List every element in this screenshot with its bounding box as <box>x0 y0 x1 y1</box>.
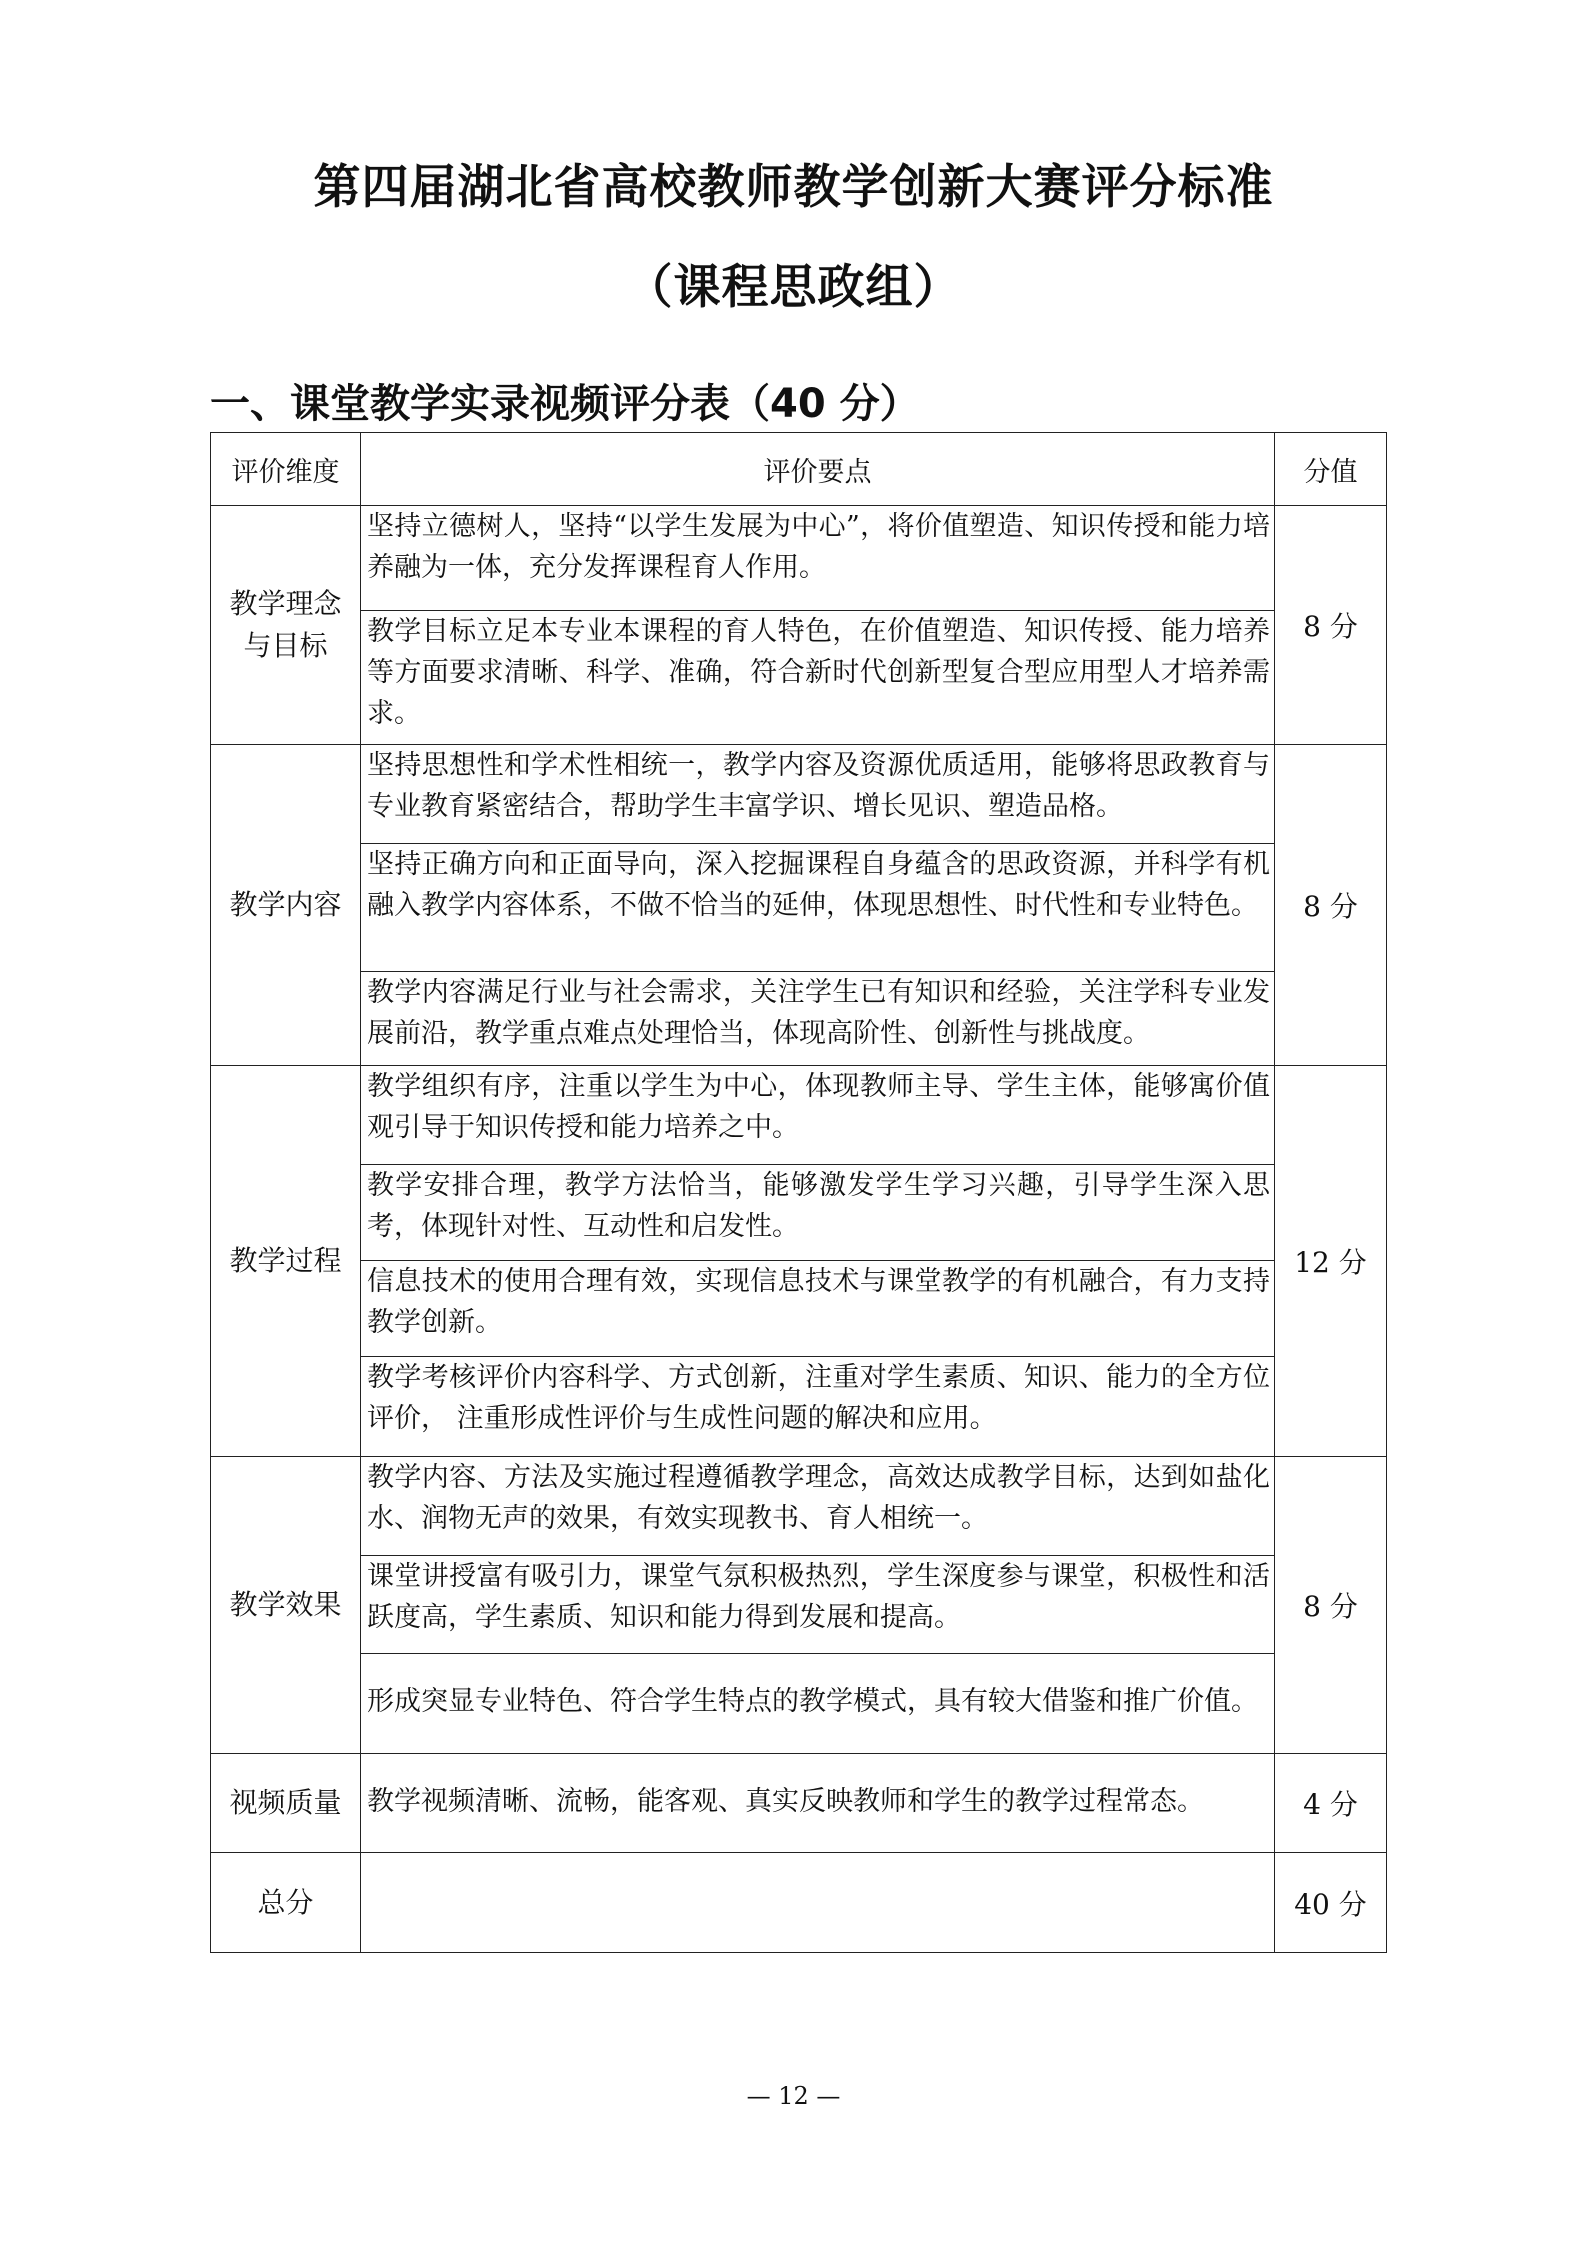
evaluation-point: 坚持思想性和学术性相统一，教学内容及资源优质适用，能够将思政教育与专业教育紧密结合，帮助学生丰富学识、增长见识、塑造品格。 <box>367 750 1270 822</box>
dimension-label-line1: 教学理念 <box>229 587 342 620</box>
points-cell <box>361 1457 1275 1754</box>
score-cell: 8 分 <box>1275 506 1387 745</box>
header-score: 分值 <box>1275 433 1387 506</box>
evaluation-point: 教学安排合理，教学方法恰当，能够激发学生学习兴趣，引导学生深入思考，体现针对性、互动性和启发性。 <box>361 1164 1274 1260</box>
evaluation-point: 形成突显专业特色、符合学生特点的教学模式，具有较大借鉴和推广价值。 <box>361 1653 1274 1753</box>
table-row-teaching-process <box>211 1066 1387 1457</box>
dimension-cell: 教学内容 <box>211 745 361 1066</box>
scoring-table <box>210 432 1387 1953</box>
points-cell <box>361 506 1275 745</box>
page-number: — 12 — <box>746 2082 841 2110</box>
header-dimension: 评价维度 <box>211 433 361 506</box>
evaluation-point: 教学目标立足本专业本课程的育人特色，在价值塑造、知识传授、能力培养等方面要求清晰、科学、准确，符合新时代创新型复合型应用型人才培养需求。 <box>361 610 1274 744</box>
document-title: 第四届湖北省高校教师教学创新大赛评分标准 <box>313 160 1274 215</box>
dimension-cell: 教学过程 <box>211 1066 361 1457</box>
table-row-teaching-content <box>211 745 1387 1066</box>
evaluation-point: 教学内容、方法及实施过程遵循教学理念，高效达成教学目标，达到如盐化水、润物无声的效果，有效实现教书、育人相统一。 <box>367 1462 1270 1534</box>
evaluation-point: 教学视频清晰、流畅，能客观、真实反映教师和学生的教学过程常态。 <box>367 1785 1204 1817</box>
points-cell <box>361 1066 1275 1457</box>
document-subtitle: （课程思政组） <box>625 260 962 315</box>
dimension-label-line2: 与目标 <box>243 629 328 662</box>
total-score: 40 分 <box>1275 1853 1387 1953</box>
dimension-cell: 教学效果 <box>211 1457 361 1754</box>
total-points-empty <box>361 1853 1275 1953</box>
evaluation-point: 信息技术的使用合理有效，实现信息技术与课堂教学的有机融合，有力支持教学创新。 <box>361 1260 1274 1356</box>
evaluation-point: 坚持立德树人，坚持“以学生发展为中心”，将价值塑造、知识传授和能力培养融为一体，充分发挥课程育人作用。 <box>367 511 1270 583</box>
table-row-total <box>211 1853 1387 1953</box>
evaluation-point: 坚持正确方向和正面导向，深入挖掘课程自身蕴含的思政资源，并科学有机融入教学内容体系，不做不恰当的延伸，体现思想性、时代性和专业特色。 <box>361 843 1274 971</box>
score-cell: 8 分 <box>1275 1457 1387 1754</box>
points-cell <box>361 1754 1275 1853</box>
score-cell: 8 分 <box>1275 745 1387 1066</box>
table-row-video-quality <box>211 1754 1387 1853</box>
total-label: 总分 <box>211 1853 361 1953</box>
evaluation-point: 课堂讲授富有吸引力，课堂气氛积极热烈，学生深度参与课堂，积极性和活跃度高，学生素质、知识和能力得到发展和提高。 <box>361 1555 1274 1653</box>
score-cell: 4 分 <box>1275 1754 1387 1853</box>
dimension-cell: 视频质量 <box>211 1754 361 1853</box>
section-heading: 一、课堂教学实录视频评分表（40 分） <box>210 381 920 427</box>
table-header-row <box>211 433 1387 506</box>
evaluation-point: 教学考核评价内容科学、方式创新，注重对学生素质、知识、能力的全方位评价， 注重形成性评价与生成性问题的解决和应用。 <box>361 1356 1274 1456</box>
dimension-cell <box>211 506 361 745</box>
evaluation-point: 教学内容满足行业与社会需求，关注学生已有知识和经验，关注学科专业发展前沿，教学重点难点处理恰当，体现高阶性、创新性与挑战度。 <box>361 971 1274 1065</box>
header-points: 评价要点 <box>361 433 1275 506</box>
table-row-teaching-effect <box>211 1457 1387 1754</box>
evaluation-point: 教学组织有序，注重以学生为中心，体现教师主导、学生主体，能够寓价值观引导于知识传授和能力培养之中。 <box>367 1071 1270 1143</box>
table-row-teaching-philosophy <box>211 506 1387 745</box>
points-cell <box>361 745 1275 1066</box>
score-cell: 12 分 <box>1275 1066 1387 1457</box>
